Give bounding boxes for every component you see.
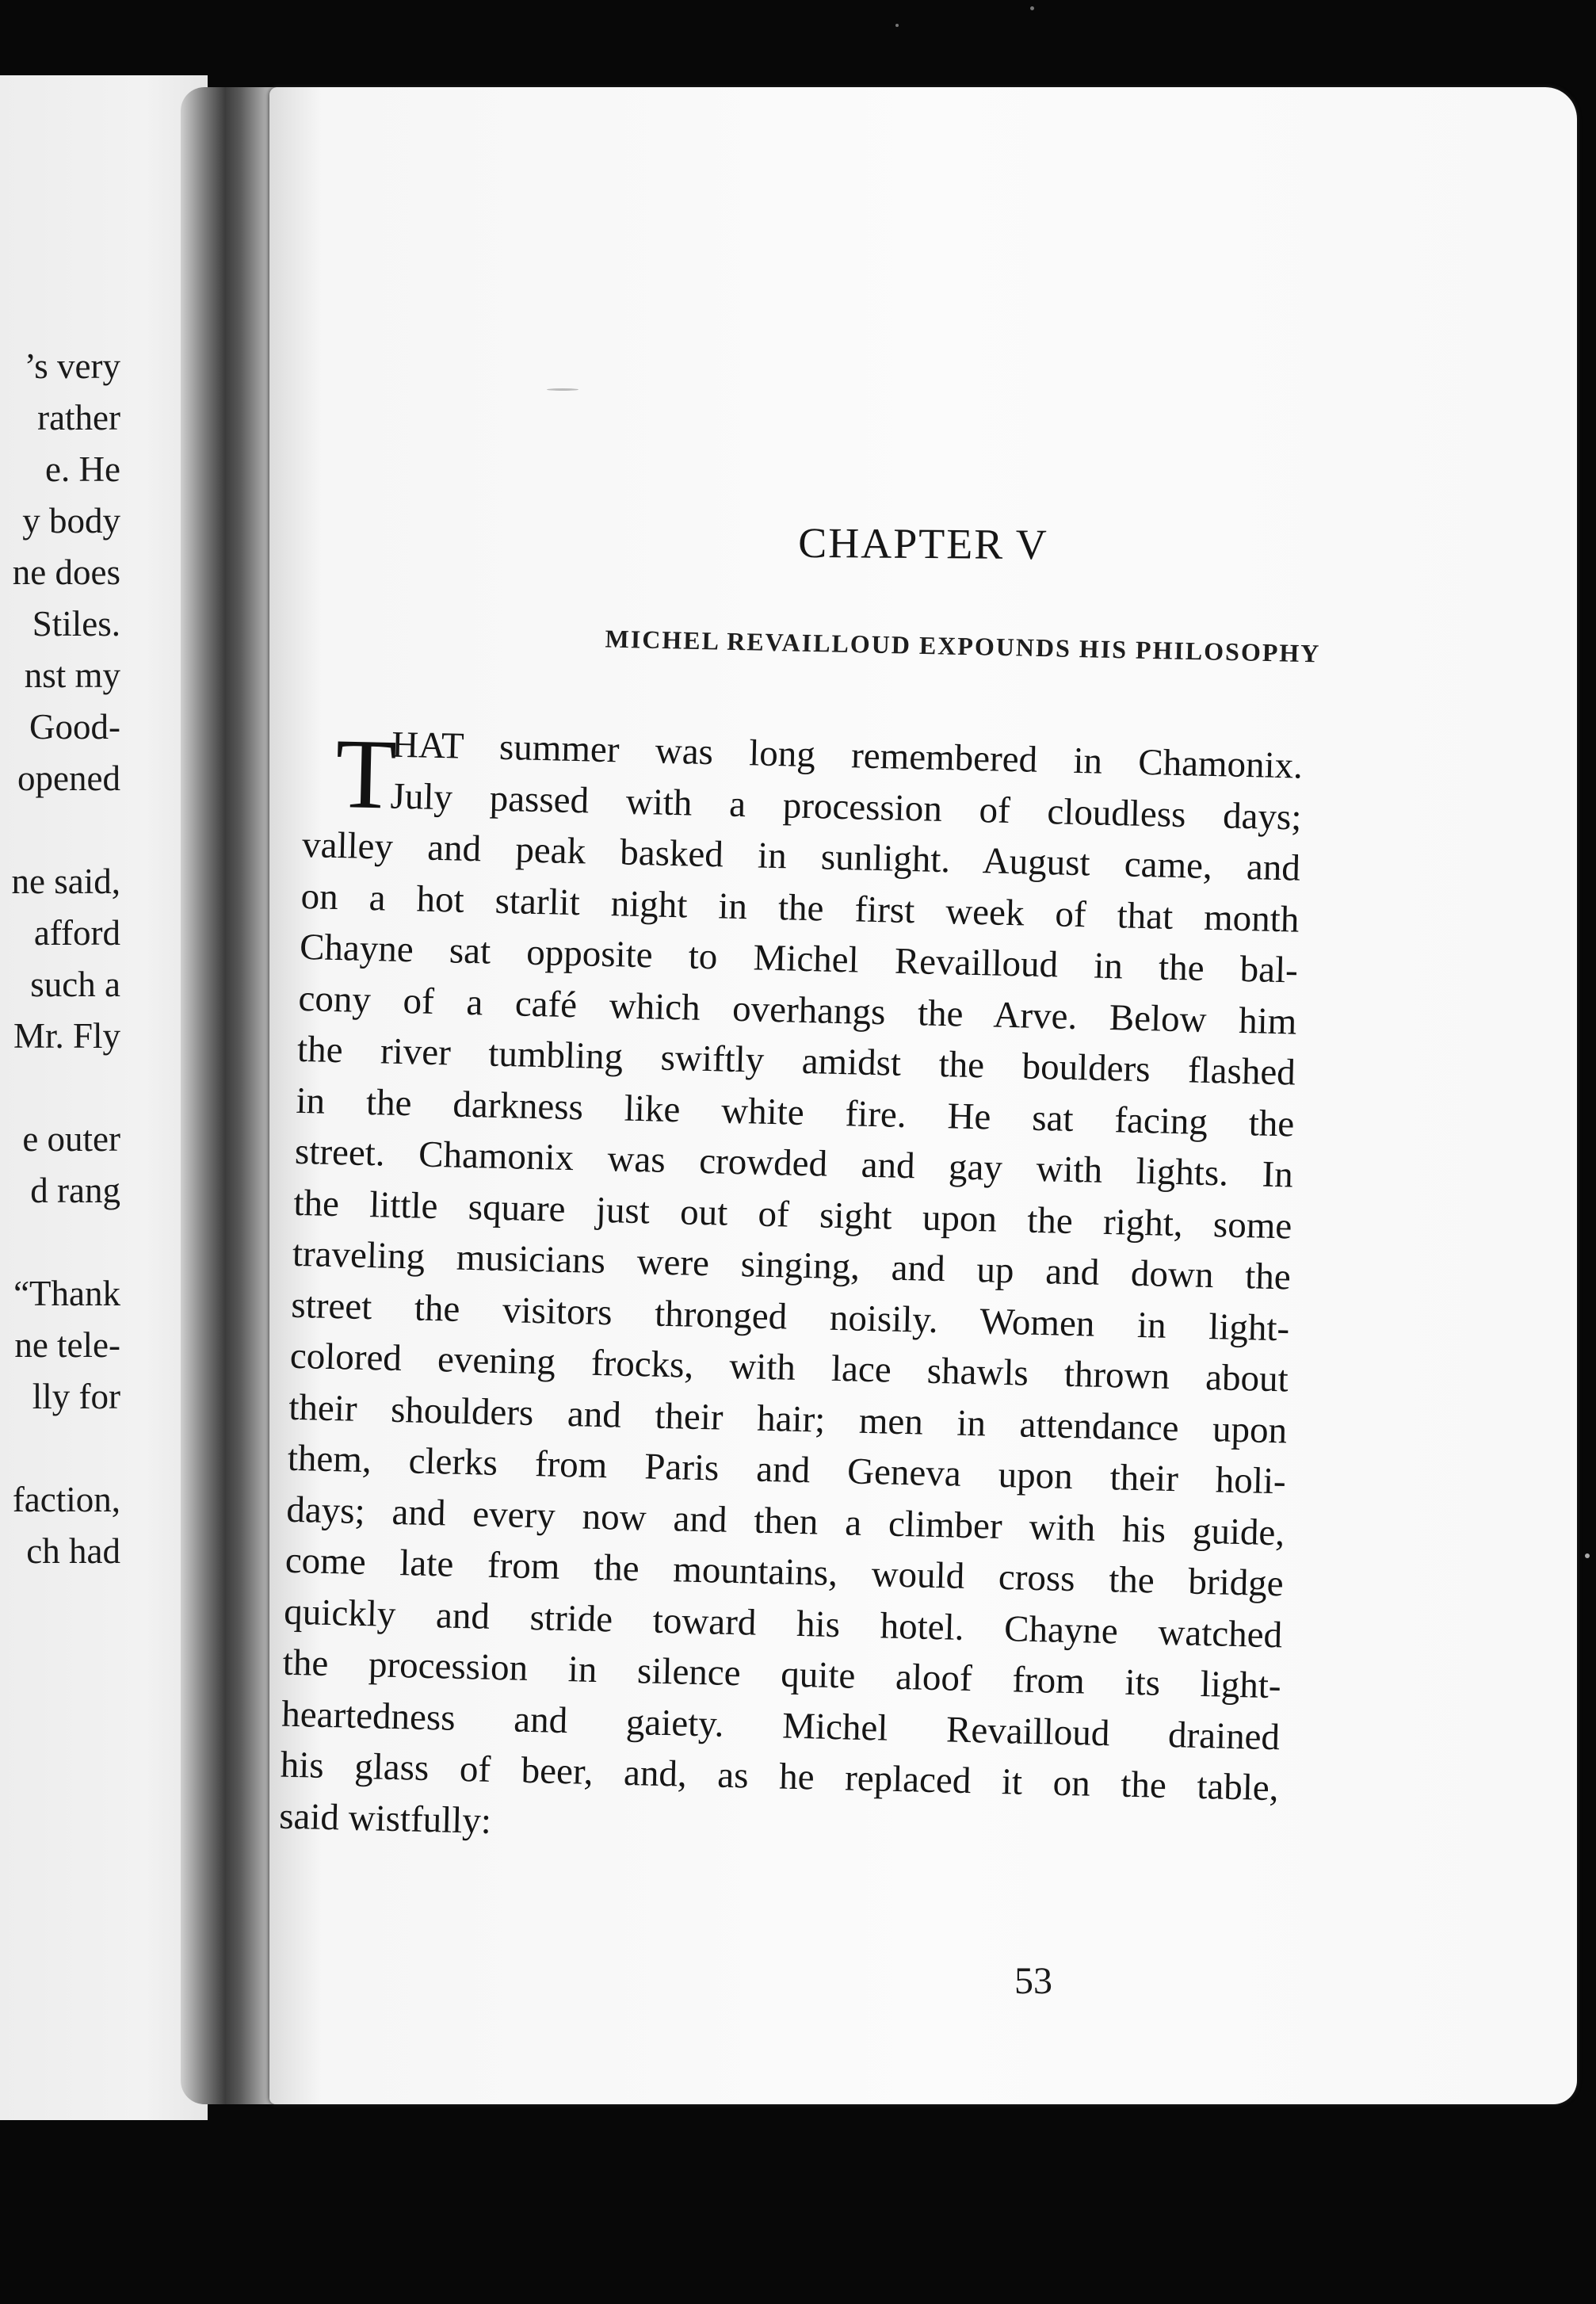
text-line: said wistfully: (278, 1795, 492, 1842)
left-line: ne said, (11, 862, 120, 901)
chapter-subtitle: MICHEL REVAILLOUD EXPOUNDS HIS PHILOSOPHY (605, 624, 1321, 668)
text-line: his glass of beer, and, as he replaced it on the table, (280, 1744, 1280, 1809)
text-line: valley and peak basked in sunlight. August came, and (301, 823, 1301, 889)
left-line: nst my (24, 655, 120, 695)
text-line: their shoulders and their hair; men in attendance upon (288, 1386, 1288, 1451)
drop-cap: T (334, 718, 398, 831)
left-line: opened (17, 758, 120, 798)
text-line: street. Chamonix was crowded and gay with lights. In (294, 1130, 1294, 1196)
left-line (0, 1217, 120, 1268)
text-line: in the darkness like white fire. He sat facing the (295, 1079, 1295, 1145)
left-line: y body (22, 501, 120, 541)
left-page-text (0, 341, 120, 1577)
text-line: HAT summer was long remembered in Chamonix. (391, 724, 1304, 787)
left-line: afford (33, 913, 120, 953)
left-line: ch had (26, 1531, 120, 1571)
text-line: the procession in silence quite aloof from its light- (282, 1641, 1282, 1707)
text-line: the little square just out of sight upon the right, some (292, 1182, 1292, 1248)
left-line: rather (37, 398, 120, 437)
left-line: d rang (30, 1171, 120, 1210)
text-line: July passed with a procession of cloudless days; (390, 775, 1302, 839)
text-line: the river tumbling swiftly amidst the boulders flashed (296, 1028, 1296, 1094)
text-line: heartedness and gaiety. Michel Revailloud drained (281, 1693, 1281, 1758)
left-line: Mr. Fly (13, 1016, 120, 1056)
left-line (0, 1062, 120, 1114)
text-line: street the visitors thronged noisily. Women in light- (290, 1284, 1290, 1349)
scan-speck (895, 24, 899, 27)
book-gutter (181, 87, 280, 2104)
scan-speck (1030, 6, 1034, 10)
text-line: traveling musicians were singing, and up and down the (292, 1232, 1292, 1298)
left-line: lly for (32, 1377, 120, 1416)
left-line: ne tele- (14, 1325, 120, 1365)
left-line (0, 804, 120, 856)
text-line: Chayne sat opposite to Michel Revailloud in the bal- (299, 926, 1299, 992)
text-line: cony of a café which overhangs the Arve. Below him (298, 977, 1297, 1043)
page-number: 53 (1014, 1960, 1052, 2002)
left-line: such a (30, 965, 120, 1004)
left-line: faction, (12, 1480, 120, 1519)
text-line: come late from the mountains, would cross the bridge (284, 1539, 1285, 1605)
body-text (279, 717, 1304, 1865)
scan-speck (547, 388, 578, 391)
scan-speck (1585, 1553, 1590, 1558)
left-line (0, 1423, 120, 1474)
text-line: colored evening frocks, with lace shawls thrown about (289, 1335, 1289, 1400)
text-line: on a hot starlit night in the first week of that month (300, 875, 1300, 941)
left-line: ne does (12, 552, 120, 592)
text-line: days; and every now and then a climber with his guide, (285, 1488, 1285, 1553)
left-line: e outer (22, 1119, 120, 1159)
left-page (0, 75, 208, 2120)
left-line: Good- (29, 707, 120, 747)
left-line: ’s very (24, 346, 120, 386)
left-line: “Thank (13, 1274, 120, 1313)
text-line: quickly and stride toward his hotel. Chayne watched (283, 1591, 1283, 1656)
text-line: them, clerks from Paris and Geneva upon their holi- (287, 1437, 1287, 1503)
left-line: e. He (45, 449, 120, 489)
chapter-title: CHAPTER V (798, 518, 1048, 569)
left-line: Stiles. (32, 604, 120, 644)
